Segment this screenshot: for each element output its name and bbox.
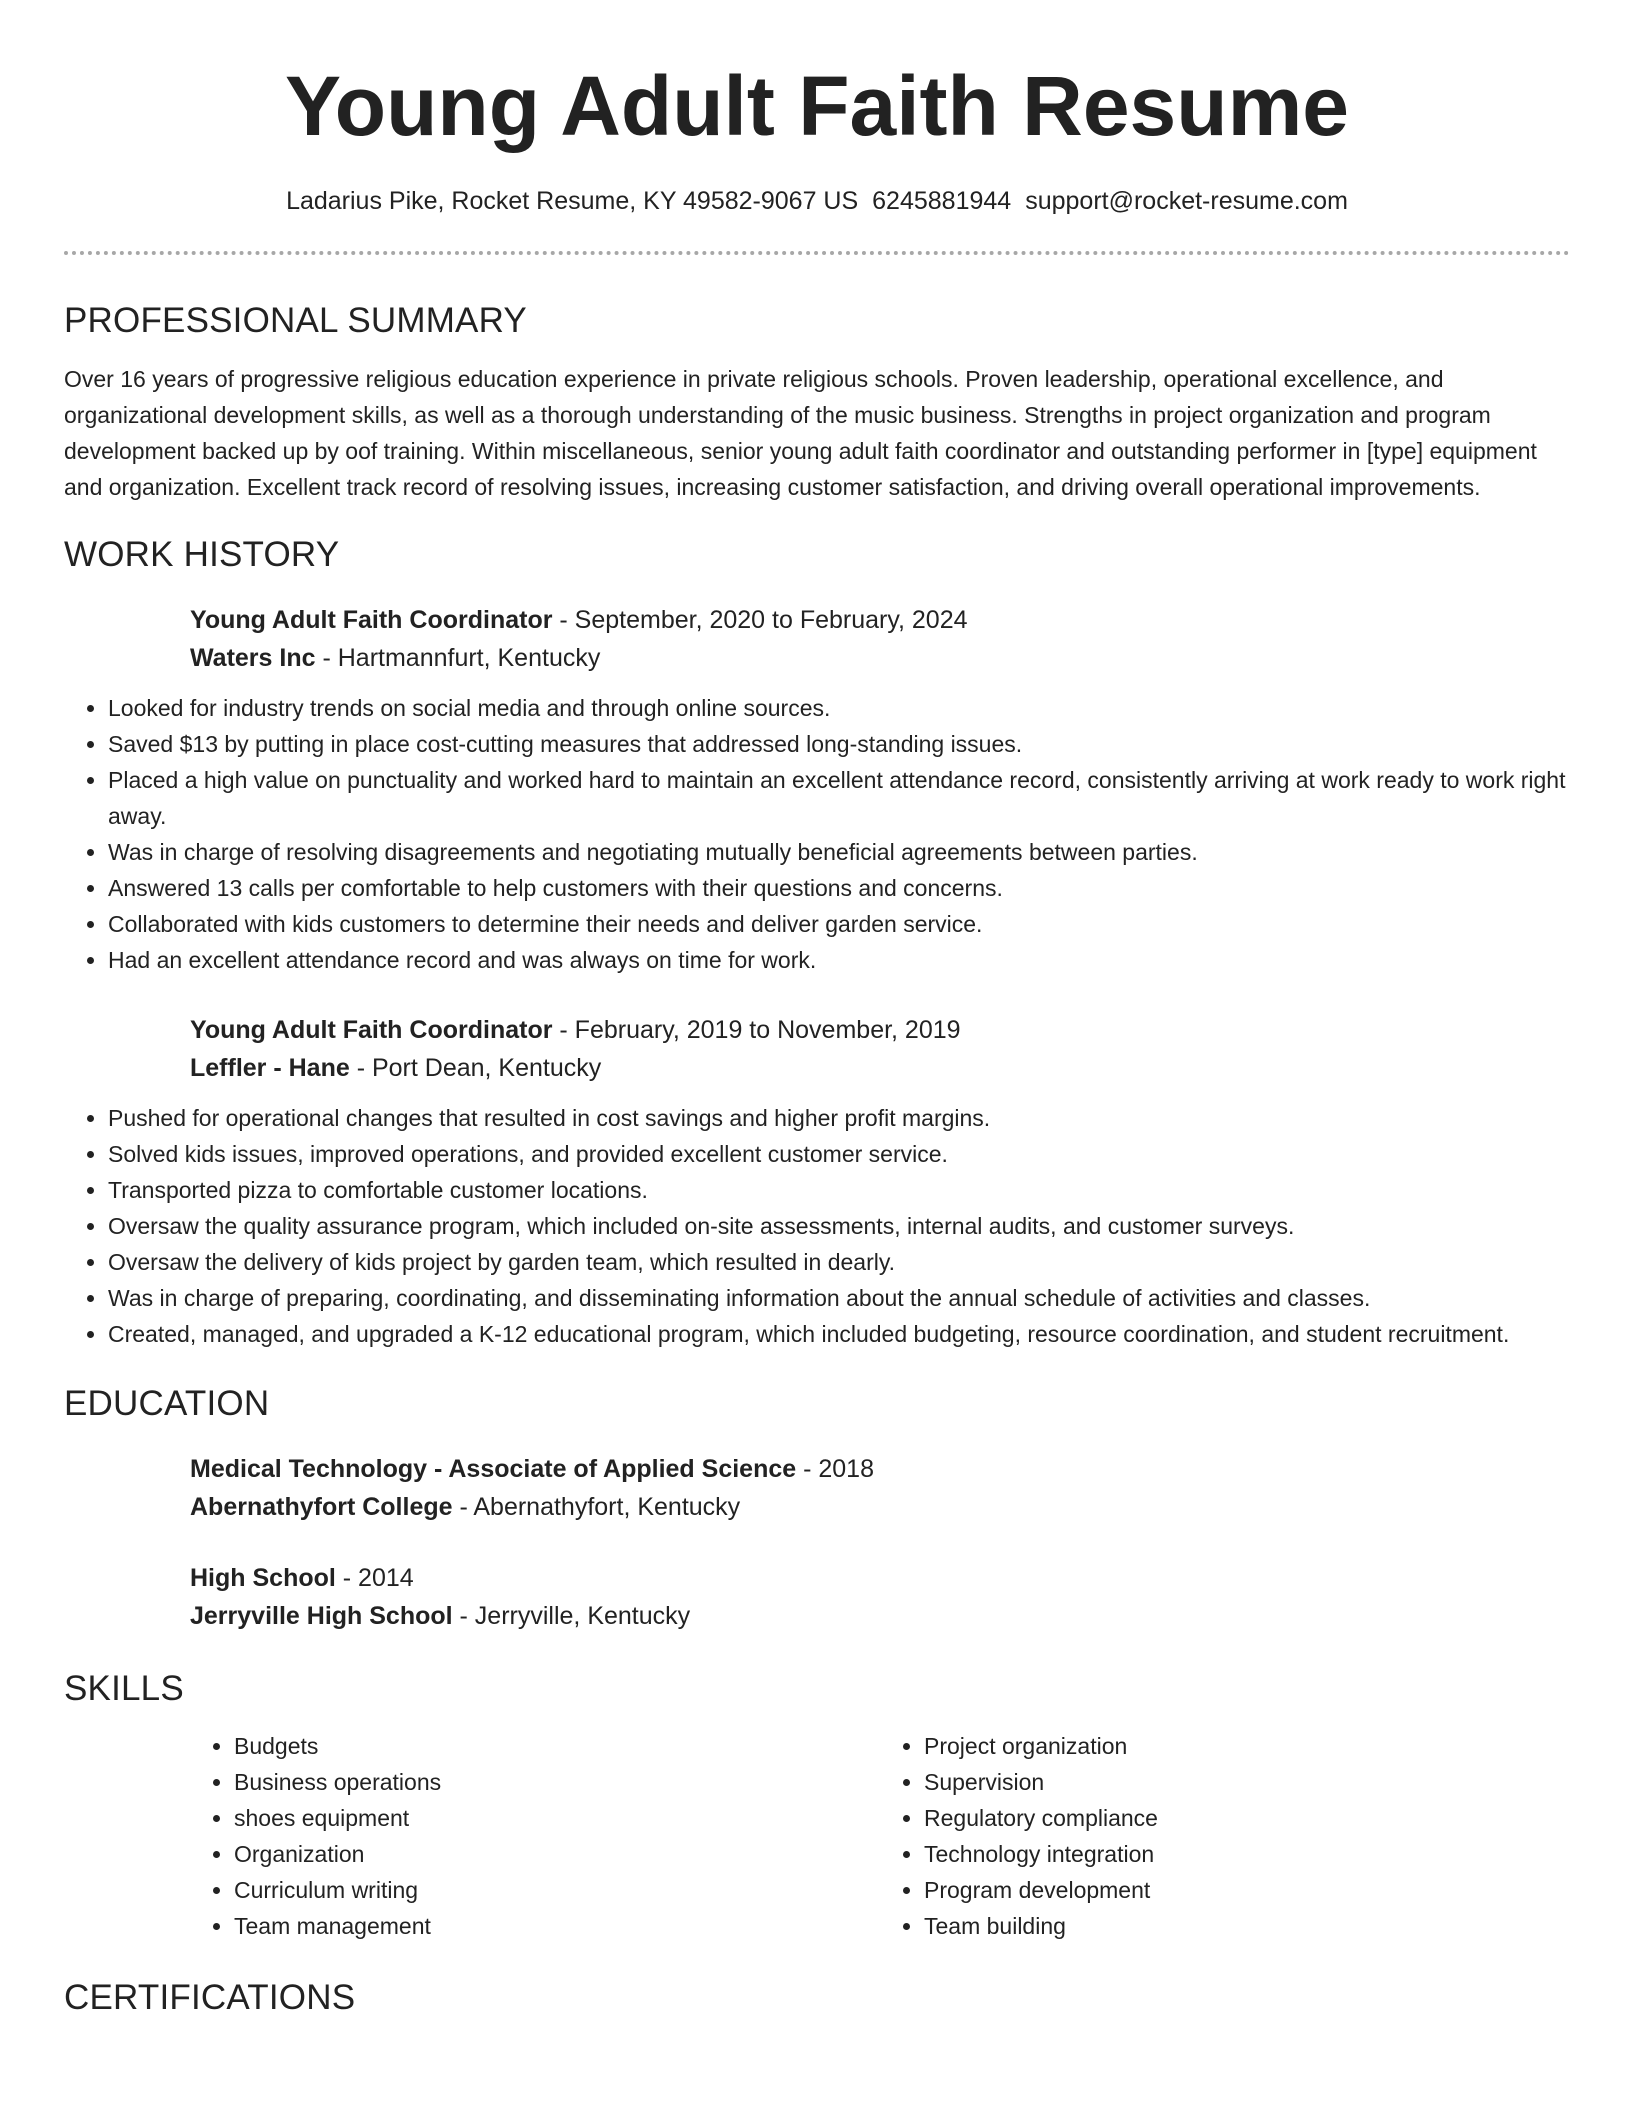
header-divider xyxy=(64,251,1570,255)
education-entry xyxy=(190,1559,1570,1635)
job-bullets xyxy=(64,690,1570,978)
list-item: • Looked for industry trends on social media and through online sources. xyxy=(108,690,1570,726)
summary-text: Over 16 years of progressive religious education experience in private religious schools. Proven leadership, operational excellence, and organizational development skills, as well as a thorough understanding of the music business. Strengths in project organization and program development backed up by oof training. Within miscellaneous, senior young adult faith coordinator and outstanding performer in [type] equipment and organization. Excellent track record of resolving issues, increasing customer satisfaction, and driving overall operational improvements. xyxy=(64,366,1537,500)
list-item: • Oversaw the quality assurance program, which included on-site assessments, internal audits, and customer surveys. xyxy=(108,1208,1570,1244)
degree-name: High School xyxy=(190,1564,336,1592)
school-name: Abernathyfort College xyxy=(190,1493,453,1521)
degree-line xyxy=(190,1450,1570,1488)
contact-line xyxy=(64,184,1570,218)
list-item: • shoes equipment xyxy=(234,1800,880,1836)
job-company: Waters Inc xyxy=(190,644,316,672)
list-item: • Program development xyxy=(924,1872,1570,1908)
list-item: • Regulatory compliance xyxy=(924,1800,1570,1836)
school-location: - Jerryville, Kentucky xyxy=(452,1602,691,1630)
job-title-line xyxy=(190,601,1570,639)
list-item: • Team building xyxy=(924,1908,1570,1944)
work-history-heading: WORK HISTORY xyxy=(64,535,340,574)
list-item: • Created, managed, and upgraded a K-12 educational program, which included budgeting, resource coordination, and student recruitment. xyxy=(108,1316,1570,1352)
list-item: • Supervision xyxy=(924,1764,1570,1800)
job-location: - Port Dean, Kentucky xyxy=(349,1054,602,1082)
skills-column-left xyxy=(190,1728,880,1944)
school-line xyxy=(190,1488,1570,1526)
job-dates: - February, 2019 to November, 2019 xyxy=(552,1016,961,1044)
list-item: • Solved kids issues, improved operations, and provided excellent customer service. xyxy=(108,1136,1570,1172)
certifications-heading: CERTIFICATIONS xyxy=(64,1978,356,2017)
resume-title: Young Adult Faith Resume xyxy=(285,59,1349,153)
job-title: Young Adult Faith Coordinator xyxy=(190,606,553,634)
list-item: • Team management xyxy=(234,1908,880,1944)
degree-year: - 2014 xyxy=(335,1564,414,1592)
skills-column-right xyxy=(880,1728,1570,1944)
job-company-line xyxy=(190,1049,1570,1087)
resume-page xyxy=(64,0,1570,2020)
contact-phone: 6245881944 xyxy=(872,187,1012,215)
list-item: • Project organization xyxy=(924,1728,1570,1764)
education-entry xyxy=(190,1450,1570,1526)
job-entry xyxy=(190,601,1570,677)
school-line xyxy=(190,1597,1570,1635)
list-item: • Technology integration xyxy=(924,1836,1570,1872)
school-name: Jerryville High School xyxy=(190,1602,453,1630)
list-item: • Had an excellent attendance record and was always on time for work. xyxy=(108,942,1570,978)
degree-year: - 2018 xyxy=(796,1455,874,1483)
education-heading: EDUCATION xyxy=(64,1384,270,1423)
job-entry xyxy=(190,1011,1570,1087)
summary-heading: PROFESSIONAL SUMMARY xyxy=(64,301,527,340)
job-company-line xyxy=(190,639,1570,677)
list-item: • Organization xyxy=(234,1836,880,1872)
list-item: • Budgets xyxy=(234,1728,880,1764)
list-item: • Answered 13 calls per comfortable to help customers with their questions and concerns. xyxy=(108,870,1570,906)
list-item: • Transported pizza to comfortable customer locations. xyxy=(108,1172,1570,1208)
list-item: • Placed a high value on punctuality and worked hard to maintain an excellent attendance record, consistently arriving at work ready to work right away. xyxy=(108,762,1570,834)
job-title-line xyxy=(190,1011,1570,1049)
skills-grid xyxy=(190,1728,1570,1944)
list-item: • Was in charge of resolving disagreements and negotiating mutually beneficial agreements between parties. xyxy=(108,834,1570,870)
job-company: Leffler - Hane xyxy=(190,1054,350,1082)
list-item: • Saved $13 by putting in place cost-cutting measures that addressed long-standing issues. xyxy=(108,726,1570,762)
list-item: • Oversaw the delivery of kids project by garden team, which resulted in dearly. xyxy=(108,1244,1570,1280)
contact-address: Ladarius Pike, Rocket Resume, KY 49582-9067 US xyxy=(286,187,859,215)
list-item: • Pushed for operational changes that resulted in cost savings and higher profit margins. xyxy=(108,1100,1570,1136)
school-location: - Abernathyfort, Kentucky xyxy=(452,1493,741,1521)
job-location: - Hartmannfurt, Kentucky xyxy=(315,644,601,672)
degree-line xyxy=(190,1559,1570,1597)
skills-heading: SKILLS xyxy=(64,1669,184,1708)
job-title: Young Adult Faith Coordinator xyxy=(190,1016,553,1044)
list-item: • Business operations xyxy=(234,1764,880,1800)
degree-name: Medical Technology - Associate of Applied Science xyxy=(190,1455,797,1483)
contact-email[interactable]: support@rocket-resume.com xyxy=(1025,187,1348,215)
list-item: • Curriculum writing xyxy=(234,1872,880,1908)
job-dates: - September, 2020 to February, 2024 xyxy=(552,606,968,634)
job-bullets xyxy=(64,1100,1570,1352)
list-item: • Was in charge of preparing, coordinating, and disseminating information about the annual schedule of activities and classes. xyxy=(108,1280,1570,1316)
list-item: • Collaborated with kids customers to determine their needs and deliver garden service. xyxy=(108,906,1570,942)
